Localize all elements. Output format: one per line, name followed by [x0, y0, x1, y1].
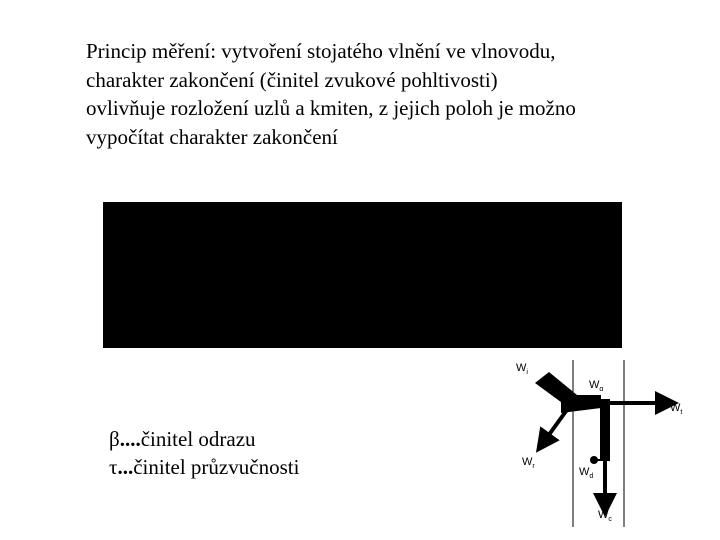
- definition-transmission: [109, 453, 299, 481]
- label-dissipated: $W_d$: [579, 466, 594, 480]
- definition-dots: ....: [119, 427, 141, 451]
- intro-paragraph: [86, 37, 686, 151]
- intro-line: vypočítat charakter zakončení: [86, 124, 338, 149]
- definitions-list: [109, 425, 299, 481]
- reflected-arrow: [543, 407, 569, 443]
- beta-symbol: β: [109, 427, 120, 451]
- definition-reflection: [109, 425, 299, 453]
- label-conducted: $W_c$: [598, 509, 612, 523]
- definition-text: činitel odrazu: [140, 427, 256, 451]
- label-transmitted: $W_t$: [670, 402, 683, 416]
- intro-line: charakter zakončení (činitel zvukové pohltivosti): [86, 67, 498, 92]
- energy-flow-diagram: [505, 355, 695, 530]
- intro-line: ovlivňuje rozložení uzlů a kmiten, z jejich poloh je možno: [86, 96, 576, 120]
- definition-text: činitel průzvučnosti: [133, 455, 300, 479]
- black-image-placeholder: [103, 202, 622, 348]
- intro-line: Princip měření: vytvoření stojatého vlnění ve vlnovodu,: [86, 39, 556, 63]
- label-incident: $W_i$: [516, 362, 528, 376]
- label-reflected: $W_r$: [522, 456, 535, 470]
- conducted-flow-bar: [600, 399, 610, 461]
- dissipated-dot: [590, 456, 598, 464]
- definition-dots: ...: [117, 455, 134, 479]
- label-absorbed: $W_\alpha$: [589, 379, 604, 393]
- tau-symbol: τ: [109, 455, 118, 479]
